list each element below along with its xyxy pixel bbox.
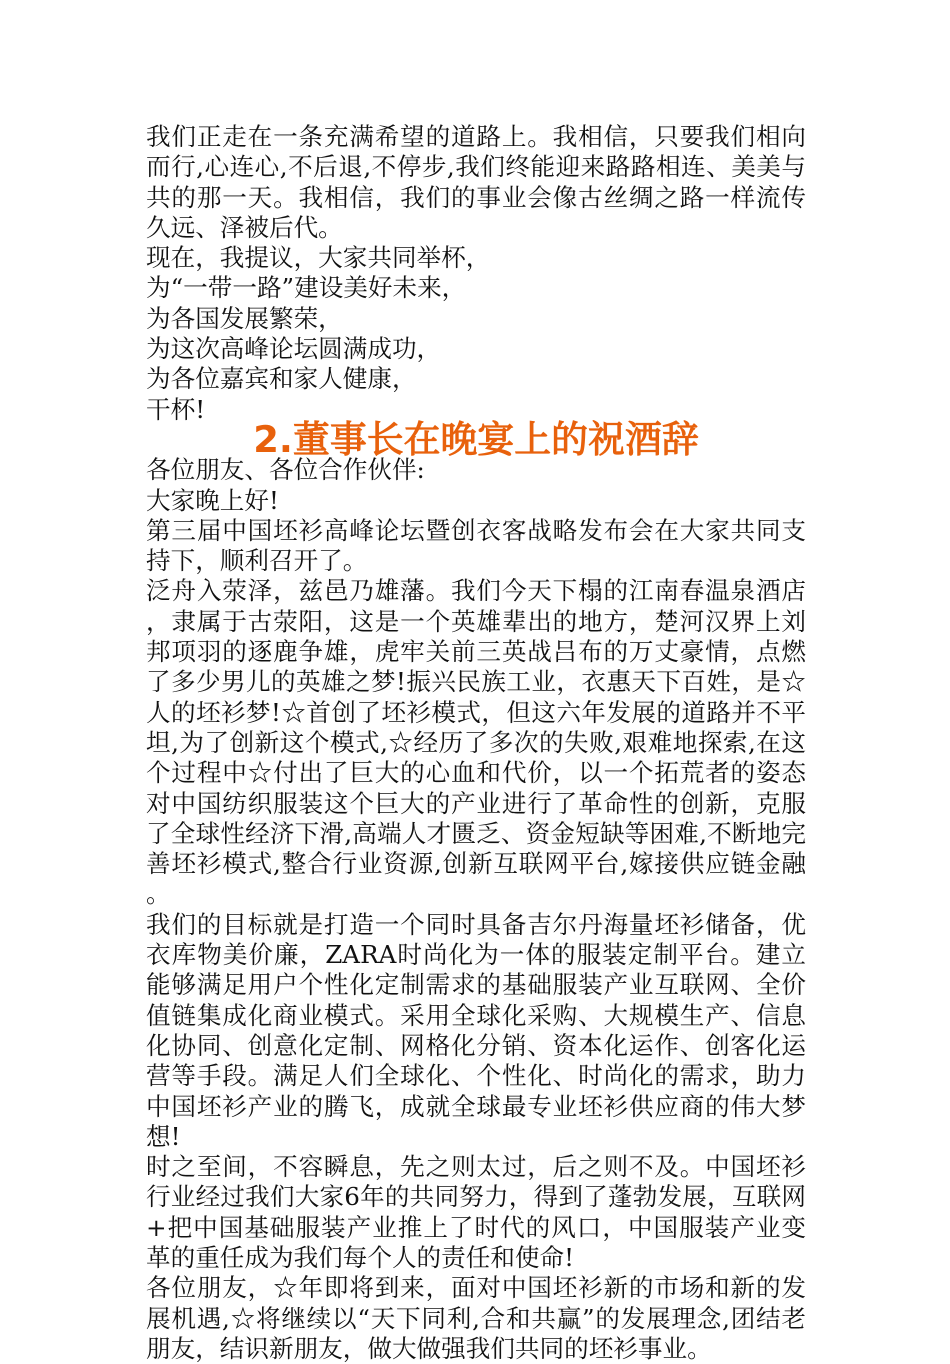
body-paragraph-development: 时之至间，不容瞬息，先之则太过，后之则不及。中国坯衫行业经过我们大家6年的共同努力，得到了蓬勃发展，互联网+把中国基础服装产业推上了时代的风口，中国服装产业变革的重任成为我们每个人的责任和使命! bbox=[146, 1152, 806, 1272]
toast-line-belt-road: 为“一带一路”建设美好未来， bbox=[146, 273, 467, 303]
body-paragraph-opening: 第三届中国坯衫高峰论坛暨创衣客战略发布会在大家共同支持下，顺利召开了。 bbox=[146, 515, 806, 576]
body-paragraph-history: 泛舟入荥泽，兹邑乃雄藩。我们今天下榻的江南春温泉酒店，隶属于古荥阳，这是一个英雄辈出的地方，楚河汉界上刘邦项羽的逐鹿争雄，虎牢关前三英战吕布的万丈豪情，点燃了多少男儿的英雄之梦!振兴民族工业，衣惠天下百姓，是☆人的坯衫梦!☆首创了坯衫模式，但这六年发展的道路并不平坦,为了创新这个模式,☆经历了多次的失败,艰难地探索,在这个过程中☆付出了巨大的心血和代价，以一个拓荒者的姿态对中国纺织服装这个巨大的产业进行了革命性的创新，克服了全球性经济下滑,高端人才匮乏、资金短缺等困难,不断地完善坯衫模式,整合行业资源,创新互联网平台,嫁接供应链金融。 bbox=[146, 576, 806, 909]
toast-line-health: 为各位嘉宾和家人健康， bbox=[146, 364, 417, 394]
toast-line-forum-success: 为这次高峰论坛圆满成功， bbox=[146, 334, 442, 364]
body-paragraph-future: 各位朋友，☆年即将到来，面对中国坯衫新的市场和新的发展机遇,☆将继续以“天下同利,合和共赢”的发展理念,团结老朋友，结识新朋友，做大做强我们共同的坯衫事业。 bbox=[146, 1273, 806, 1363]
section-heading: 2.董事长在晚宴上的祝酒辞 bbox=[253, 417, 699, 461]
toast-line-cheers: 干杯! bbox=[146, 394, 206, 424]
toast-line-prosperity: 为各国发展繁荣， bbox=[146, 303, 343, 333]
body-paragraph-goal: 我们的目标就是打造一个同时具备吉尔丹海量坯衫储备，优衣库物美价廉，ZARA时尚化为一体的服装定制平台。建立能够满足用户个性化定制需求的基础服装产业互联网、全价值链集成化商业模式。采用全球化采购、大规模生产、信息化协同、创意化定制、网格化分销、资本化运作、创客化运营等手段。满足人们全球化、个性化、时尚化的需求，助力中国坯衫产业的腾飞，成就全球最专业坯衫供应商的伟大梦想! bbox=[146, 909, 806, 1151]
document-page bbox=[146, 122, 806, 1364]
greeting: 大家晚上好! bbox=[146, 485, 279, 515]
salutation: 各位朋友、各位合作伙伴: bbox=[146, 455, 425, 485]
speech-closing-paragraph: 我们正走在一条充满希望的道路上。我相信，只要我们相向而行,心连心,不后退,不停步,我们终能迎来路路相连、美美与共的那一天。我相信，我们的事业会像古丝绸之路一样流传久远、泽被后代。 bbox=[146, 122, 806, 242]
toast-line-proposal: 现在，我提议，大家共同举杯， bbox=[146, 243, 491, 273]
